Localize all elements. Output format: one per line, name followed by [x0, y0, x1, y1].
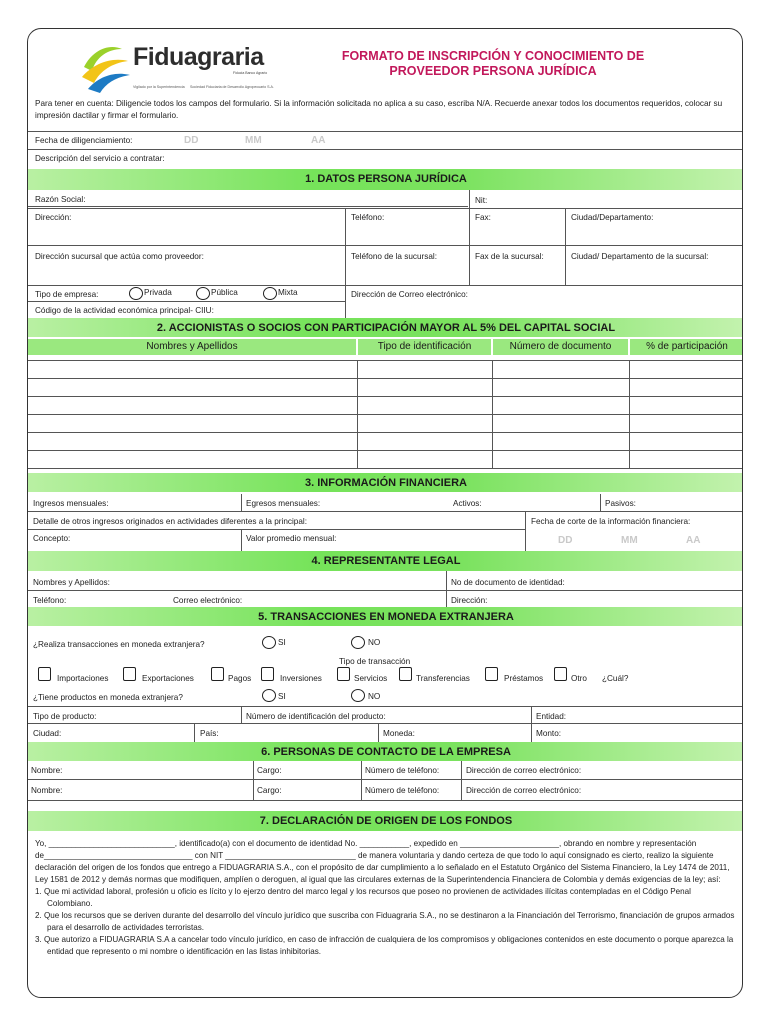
cual-label[interactable]: ¿Cuál?	[602, 674, 629, 683]
moneda-label[interactable]: Moneda:	[383, 729, 415, 738]
rep-correo-label[interactable]: Correo electrónico:	[173, 596, 243, 605]
realiza-si-label: SI	[278, 638, 286, 647]
section-2-title: 2. ACCIONISTAS O SOCIOS CON PARTICIPACIÓN MAYOR AL 5% DEL CAPITAL SOCIAL	[28, 318, 743, 337]
contacto2-correo-label[interactable]: Dirección de correo electrónico:	[466, 786, 582, 795]
section-6-title: 6. PERSONAS DE CONTACTO DE LA EMPRESA	[28, 742, 743, 761]
fecha-corte-label: Fecha de corte de la información financiera:	[531, 517, 691, 526]
logo-sub1: Vigilado por la Superintendencia	[133, 85, 185, 89]
check-pagos[interactable]	[211, 667, 224, 681]
razon-social-label[interactable]: Razón Social:	[35, 195, 86, 204]
ingresos-label[interactable]: Ingresos mensuales:	[33, 499, 109, 508]
nit-label[interactable]: Nit:	[475, 196, 488, 205]
ciudad-producto-label[interactable]: Ciudad:	[33, 729, 62, 738]
concepto-label[interactable]: Concepto:	[33, 534, 71, 543]
contacto2-nombre-label[interactable]: Nombre:	[31, 786, 63, 795]
valor-promedio-label[interactable]: Valor promedio mensual:	[246, 534, 337, 543]
declaracion-item-1: 1. Que mi actividad laboral, profesión u oficio es lícito y lo ejerzo dentro del marco legal y los recursos que poseo no provienen de actividades ilícitas contempladas en el Código Penal Colombiano.	[35, 887, 691, 908]
contacto1-correo-label[interactable]: Dirección de correo electrónico:	[466, 766, 582, 775]
section-5-title: 5. TRANSACCIONES EN MONEDA EXTRANJERA	[28, 607, 743, 626]
form-title-line2: PROVEEDOR PERSONA JURÍDICA	[389, 64, 597, 78]
fecha-aa[interactable]: AA	[311, 135, 326, 146]
servicios-label: Servicios	[354, 674, 388, 683]
exportaciones-label: Exportaciones	[142, 674, 194, 683]
col-participacion: % de participación	[630, 339, 743, 355]
productos-si-label: SI	[278, 692, 286, 701]
tel-sucursal-label[interactable]: Teléfono de la sucursal:	[351, 252, 438, 261]
declaracion-text	[35, 838, 737, 958]
section-1-title: 1. DATOS PERSONA JURÍDICA	[28, 169, 743, 190]
fecha-mm[interactable]: MM	[245, 135, 262, 146]
dir-sucursal-label[interactable]: Dirección sucursal que actúa como proveedor:	[35, 252, 204, 261]
monto-label[interactable]: Monto:	[536, 729, 562, 738]
descripcion-label[interactable]: Descripción del servicio a contratar:	[35, 154, 165, 163]
otros-ingresos-label[interactable]: Detalle de otros ingresos originados en actividades diferentes a la principal:	[33, 517, 307, 526]
direccion-label[interactable]: Dirección:	[35, 213, 72, 222]
check-importaciones[interactable]	[38, 667, 51, 681]
radio-productos-si[interactable]	[262, 689, 276, 702]
contacto1-telefono-label[interactable]: Número de teléfono:	[365, 766, 440, 775]
form-title-line1: FORMATO DE INSCRIPCIÓN Y CONOCIMIENTO DE	[341, 49, 645, 63]
privada-label: Privada	[144, 288, 172, 297]
col-nombres: Nombres y Apellidos	[28, 339, 356, 355]
importaciones-label: Importaciones	[57, 674, 109, 683]
form-title	[313, 49, 673, 79]
corte-dd[interactable]: DD	[558, 535, 573, 546]
mixta-label: Mixta	[278, 288, 298, 297]
radio-realiza-si[interactable]	[262, 636, 276, 649]
fax-sucursal-label[interactable]: Fax de la sucursal:	[475, 252, 544, 261]
egresos-label[interactable]: Egresos mensuales:	[246, 499, 321, 508]
declaracion-parrafo: Yo, ____________________________, identificado(a) con el documento de identidad No. ___________, expedido en ______________________, obrando en nombre y representación de_________________________________ con NIT _____________________________ de manera voluntaria y dando certeza de que todo lo aquí consignado es cierto, realizo la siguiente declaración del origen de los fondos que entrego a FIDUAGRARIA S.A., con el propósito de dar cumplimiento a lo señalado en el Estatuto Orgánico del Sistema Financiero, la Ley 1474 de 2011, Ley 1581 de 2012 y demás normas que modifiquen, amplíen o deroguen, al igual que las circulares externas de la Superintendencia Financiera de Colombia y demás exigencias de la ley; así:	[35, 839, 730, 884]
fecha-dd[interactable]: DD	[184, 135, 199, 146]
radio-realiza-no[interactable]	[351, 636, 365, 649]
col-tipo-id: Tipo de identificación	[358, 339, 491, 355]
radio-publica[interactable]	[196, 287, 210, 300]
check-prestamos[interactable]	[485, 667, 498, 681]
tipo-empresa-label: Tipo de empresa:	[35, 290, 99, 299]
fax-label[interactable]: Fax:	[475, 213, 491, 222]
intro-text: Para tener en cuenta: Diligencie todos los campos del formulario. Si la información solicitada no aplica a su caso, escriba N/A. Recuerde anexar todos los documentos requeridos, colocar su impresión dactilar y firmar el formulario.	[35, 99, 723, 120]
section-3-title: 3. INFORMACIÓN FINANCIERA	[28, 473, 743, 492]
corte-mm[interactable]: MM	[621, 535, 638, 546]
rep-nombres-label[interactable]: Nombres y Apellidos:	[33, 578, 110, 587]
entidad-label[interactable]: Entidad:	[536, 712, 567, 721]
realiza-label: ¿Realiza transacciones en moneda extranjera?	[33, 640, 205, 649]
logo-name: Fiduagraria	[133, 43, 264, 71]
num-id-producto-label[interactable]: Número de identificación del producto:	[246, 712, 386, 721]
ciudad-sucursal-label[interactable]: Ciudad/ Departamento de la sucursal:	[571, 252, 709, 261]
logo-tagline: Fiducia Banco Agrario	[233, 71, 268, 75]
contacto1-cargo-label[interactable]: Cargo:	[257, 766, 282, 775]
rep-telefono-label[interactable]: Teléfono:	[33, 596, 67, 605]
corte-aa[interactable]: AA	[686, 535, 701, 546]
contacto2-cargo-label[interactable]: Cargo:	[257, 786, 282, 795]
check-transferencias[interactable]	[399, 667, 412, 681]
radio-privada[interactable]	[129, 287, 143, 300]
ciudad-label[interactable]: Ciudad/Departamento:	[571, 213, 654, 222]
transferencias-label: Transferencias	[416, 674, 470, 683]
col-num-doc: Número de documento	[493, 339, 628, 355]
form-page	[27, 28, 743, 998]
contacto2-telefono-label[interactable]: Número de teléfono:	[365, 786, 440, 795]
fecha-label: Fecha de diligenciamiento:	[35, 136, 133, 145]
radio-mixta[interactable]	[263, 287, 277, 300]
check-exportaciones[interactable]	[123, 667, 136, 681]
tipo-transaccion-label: Tipo de transacción	[339, 657, 411, 666]
declaracion-item-3: 3. Que autorizo a FIDUAGRARIA S.A a cancelar todo vínculo jurídico, en caso de infracción de cualquiera de los compromisos y obligaciones contenidos en este documento o porque aparezca la entidad que represento o mi nombre o identificación en las listas inhibitorias.	[35, 935, 734, 956]
rep-direccion-label[interactable]: Dirección:	[451, 596, 488, 605]
pagos-label: Pagos	[228, 674, 252, 683]
tipo-producto-label[interactable]: Tipo de producto:	[33, 712, 97, 721]
declaracion-item-2: 2. Que los recursos que se deriven durante del desarrollo del vínculo jurídico que suscriba con Fiduagraria S.A., no se destinaron a la Financiación del Terrorismo, financiación de grupos armados para el desarrollo de actividades terroristas.	[35, 911, 735, 932]
section-7-title: 7. DECLARACIÓN DE ORIGEN DE LOS FONDOS	[28, 811, 743, 831]
telefono-label[interactable]: Teléfono:	[351, 213, 385, 222]
pasivos-label[interactable]: Pasivos:	[605, 499, 636, 508]
contacto1-nombre-label[interactable]: Nombre:	[31, 766, 63, 775]
rep-documento-label[interactable]: No de documento de identidad:	[451, 578, 565, 587]
activos-label[interactable]: Activos:	[453, 499, 482, 508]
shareholders-table-rows[interactable]	[28, 360, 743, 468]
check-otro[interactable]	[554, 667, 567, 681]
ciiu-label[interactable]: Código de la actividad económica principal- CIIU:	[35, 306, 214, 315]
fiduagraria-logo	[78, 37, 308, 97]
check-servicios[interactable]	[337, 667, 350, 681]
section-4-title: 4. REPRESENTANTE LEGAL	[28, 551, 743, 571]
prestamos-label: Préstamos	[504, 674, 544, 683]
realiza-no-label: NO	[368, 638, 381, 647]
check-inversiones[interactable]	[261, 667, 274, 681]
publica-label: Pública	[211, 288, 238, 297]
logo-sub2: Sociedad Fiduciaria de Desarrollo Agropecuario S.A.	[190, 85, 274, 89]
pais-label[interactable]: País:	[200, 729, 219, 738]
radio-productos-no[interactable]	[351, 689, 365, 702]
correo-label[interactable]: Dirección de Correo electrónico:	[351, 290, 468, 299]
productos-label: ¿Tiene productos en moneda extranjera?	[33, 693, 183, 702]
productos-no-label: NO	[368, 692, 381, 701]
logo-mark-icon	[78, 37, 134, 95]
otro-label: Otro	[571, 674, 587, 683]
inversiones-label: Inversiones	[280, 674, 322, 683]
